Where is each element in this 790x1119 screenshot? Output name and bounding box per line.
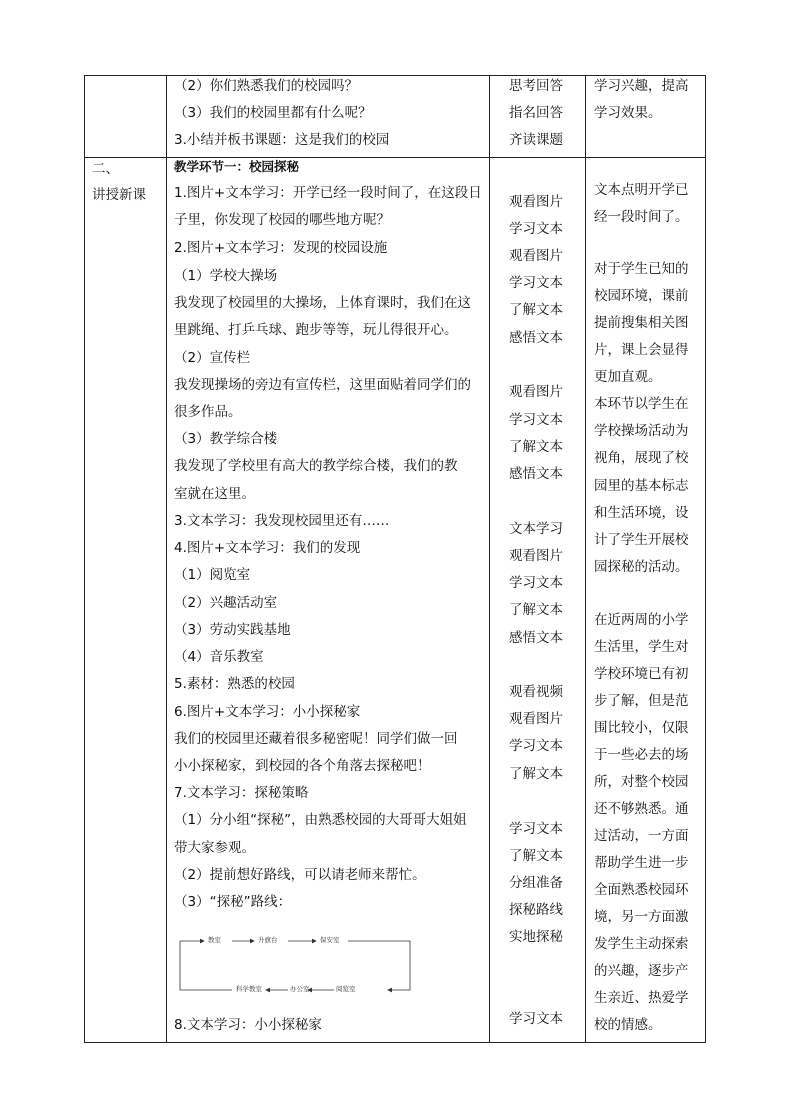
design-intent-line: 学习效果。	[594, 105, 662, 121]
student-activity-line: 感悟文本	[509, 330, 563, 346]
content-line: 6.图片+文本学习：小小探秘家	[174, 704, 361, 720]
content-line: 室就在这里。	[174, 486, 255, 502]
student-activity-line: 指名回答	[509, 105, 563, 121]
student-activity-line: 分组准备	[509, 875, 563, 891]
design-intent-line: 本环节以学生在	[594, 396, 689, 412]
student-activity-line: 学习文本	[509, 575, 563, 591]
section-number: 二、	[92, 161, 119, 177]
table-col-divider-2	[489, 75, 490, 1043]
content-line: （3）“探秘”路线：	[174, 894, 292, 910]
design-intent-line: 境，另一方面激	[594, 909, 689, 925]
design-intent-line: 学校环境已有初	[594, 666, 689, 682]
design-intent-line: 全面熟悉校园环	[594, 882, 689, 898]
design-intent-line: 步了解，但是范	[594, 693, 689, 709]
content-line: （1）分小组“探秘”，由熟悉校园的大哥哥大姐姐	[174, 812, 467, 828]
student-activity-line: 学习文本	[509, 412, 563, 428]
design-intent-line: 过活动，一方面	[594, 828, 689, 844]
student-activity-line: 文本学习	[509, 521, 563, 537]
design-intent-line: 学习兴趣，提高	[594, 78, 689, 94]
content-line: （1）学校大操场	[174, 268, 278, 284]
route-stop-flag-platform: 升旗台	[258, 936, 278, 944]
content-line: 5.素材：熟悉的校园	[174, 676, 295, 692]
route-arrow	[180, 941, 232, 990]
table-border-top	[84, 75, 705, 76]
route-stop-classroom: 教室	[208, 936, 221, 944]
student-activity-line: 学习文本	[509, 821, 563, 837]
student-activity-line: 了解文本	[509, 766, 563, 782]
design-intent-line: 生活里，学生对	[594, 639, 689, 655]
route-stop-reading-room: 阅览室	[336, 985, 356, 993]
route-diagram	[176, 930, 416, 998]
design-intent-line: 经一段时间了。	[594, 209, 689, 225]
design-intent-line: 学校操场活动为	[594, 423, 689, 439]
table-col-divider-1	[166, 75, 167, 1043]
row1-content-line: （2）你们熟悉我们的校园吗？	[174, 78, 359, 94]
content-line: （3）教学综合楼	[174, 431, 278, 447]
student-activity-line: 学习文本	[509, 275, 563, 291]
student-activity-line: 感悟文本	[509, 466, 563, 482]
design-intent-line: 片，课上会显得	[594, 342, 689, 358]
student-activity-line: 齐读课题	[509, 132, 563, 148]
content-line: 4.图片+文本学习：我们的发现	[174, 540, 361, 556]
design-intent-line: 计了学生开展校	[594, 532, 689, 548]
student-activity-line: 了解文本	[509, 602, 563, 618]
row1-content-line: （3）我们的校园里都有什么呢？	[174, 105, 372, 121]
design-intent-line: 视角，展现了校	[594, 450, 689, 466]
content-line: 2.图片+文本学习：发现的校园设施	[174, 240, 388, 256]
content-line: 很多作品。	[174, 404, 242, 420]
student-activity-line: 学习文本	[509, 1011, 563, 1027]
table-col-divider-3	[585, 75, 586, 1043]
content-line: 1.图片+文本学习：开学已经一段时间了，在这段日	[174, 185, 482, 201]
student-activity-line: 观看图片	[509, 548, 563, 564]
route-stop-office: 办公室	[290, 985, 310, 993]
content-line: （1）阅览室	[174, 567, 251, 583]
design-intent-line: 对于学生已知的	[594, 261, 689, 277]
student-activity-line: 观看图片	[509, 248, 563, 264]
design-intent-line: 园探秘的活动。	[594, 559, 689, 575]
row1-content-line: 3.小结并板书课题：这是我们的校园	[174, 132, 390, 148]
student-activity-line: 实地探秘	[509, 929, 563, 945]
design-intent-line: 校的情感。	[594, 1017, 662, 1033]
student-activity-line: 了解文本	[509, 439, 563, 455]
design-intent-line: 园里的基本标志	[594, 478, 689, 494]
design-intent-line: 所，对整个校园	[594, 774, 689, 790]
teaching-stage-heading: 教学环节一：校园探秘	[174, 159, 300, 174]
design-intent-line: 生亲近、热爱学	[594, 990, 689, 1006]
design-intent-line: 更加直观。	[594, 369, 662, 385]
content-line: （2）宣传栏	[174, 350, 251, 366]
table-border-right	[705, 75, 706, 1043]
design-intent-line: 提前搜集相关图	[594, 315, 689, 331]
content-line: 带大家参观。	[174, 840, 255, 856]
design-intent-line: 帮助学生进一步	[594, 855, 689, 871]
design-intent-line: 的兴趣，逐步产	[594, 963, 689, 979]
table-border-left	[84, 75, 85, 1043]
student-activity-line: 探秘路线	[509, 902, 563, 918]
student-activity-line: 学习文本	[509, 221, 563, 237]
table-border-bottom	[84, 1042, 705, 1043]
table-row-divider	[84, 157, 705, 158]
student-activity-line: 学习文本	[509, 738, 563, 754]
content-line: 我发现了学校里有高大的教学综合楼，我们的教	[174, 458, 458, 474]
student-activity-line: 观看图片	[509, 194, 563, 210]
content-line: 子里，你发现了校园的哪些地方呢？	[174, 212, 390, 228]
content-line: 我们的校园里还藏着很多秘密呢！同学们做一回	[174, 731, 458, 747]
content-line: （3）劳动实践基地	[174, 622, 291, 638]
design-intent-line: 在近两周的小学	[594, 612, 689, 628]
design-intent-line: 校园环境，课前	[594, 288, 689, 304]
route-arrow	[348, 941, 410, 990]
route-stop-science-classroom: 科学教室	[236, 985, 262, 993]
design-intent-line: 围比较小，仅限	[594, 720, 689, 736]
content-line: 3.文本学习：我发现校园里还有……	[174, 513, 390, 529]
student-activity-line: 观看图片	[509, 384, 563, 400]
design-intent-line: 发学生主动探索	[594, 936, 689, 952]
student-activity-line: 感悟文本	[509, 630, 563, 646]
content-line: 里跳绳、打乒乓球、跑步等等，玩儿得很开心。	[174, 322, 458, 338]
design-intent-line: 于一些必去的场	[594, 747, 689, 763]
content-line: （4）音乐教室	[174, 649, 264, 665]
student-activity-line: 了解文本	[509, 302, 563, 318]
content-line: 7.文本学习：探秘策略	[174, 785, 309, 801]
student-activity-line: 观看图片	[509, 711, 563, 727]
student-activity-line: 思考回答	[509, 78, 563, 94]
student-activity-line: 了解文本	[509, 848, 563, 864]
content-line: 我发现操场的旁边有宣传栏，这里面贴着同学们的	[174, 377, 471, 393]
content-line: 8.文本学习：小小探秘家	[174, 1017, 322, 1033]
content-line: （2）提前想好路线，可以请老师来帮忙。	[174, 867, 426, 883]
design-intent-line: 还不够熟悉。通	[594, 801, 689, 817]
route-stop-security-room: 保安室	[320, 936, 340, 944]
section-title: 讲授新课	[92, 187, 146, 203]
student-activity-line: 观看视频	[509, 684, 563, 700]
content-line: 我发现了校园里的大操场，上体育课时，我们在这	[174, 295, 471, 311]
design-intent-line: 文本点明开学已	[594, 182, 689, 198]
content-line: （2）兴趣活动室	[174, 595, 278, 611]
design-intent-line: 和生活环境，设	[594, 505, 689, 521]
content-line: 小小探秘家，到校园的各个角落去探秘吧！	[174, 758, 431, 774]
